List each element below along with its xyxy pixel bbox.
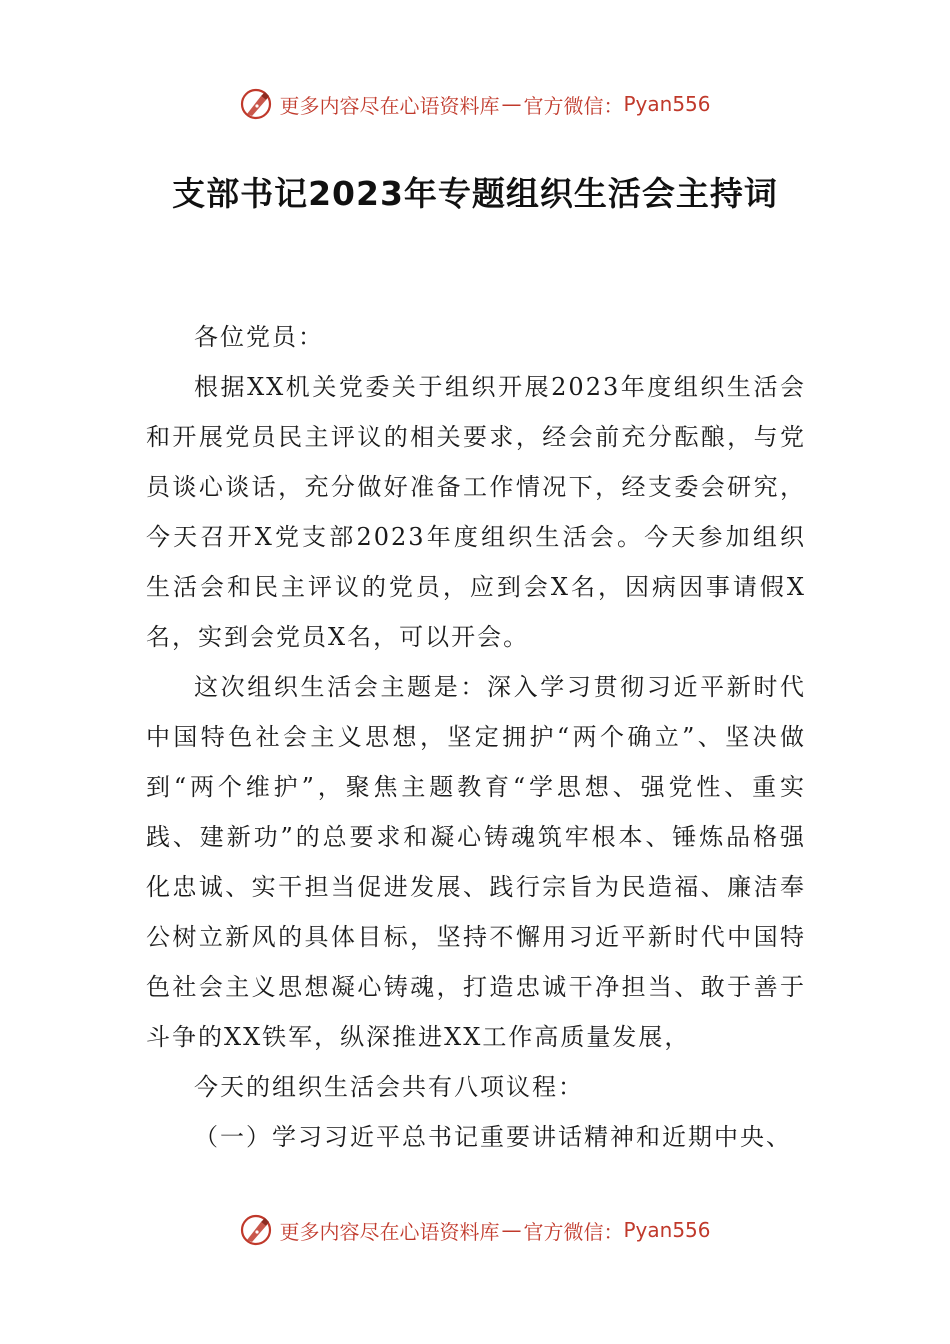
watermark-wechat-id: Pyan556: [623, 92, 711, 116]
header-watermark: [0, 84, 950, 124]
footer-watermark: [0, 1210, 950, 1250]
agenda-item-paragraph: （一）学习习近平总书记重要讲话精神和近期中央、: [194, 1123, 792, 1151]
pen-nib-logo-icon: [239, 86, 275, 122]
salutation-paragraph: 各位党员：: [194, 323, 324, 351]
watermark-site-name: 更多内容尽在心语资料库: [279, 1219, 500, 1244]
body-paragraph: 这次组织生活会主题是：深入学习贯彻习近平新时代中国特色社会主义思想，坚定拥护“两个确立”、坚决做到“两个维护”，聚焦主题教育“学思想、强党性、重实践、建新功”的总要求和凝心铸魂筑牢根本、锤炼品格强化忠诚、实干担当促进发展、践行宗旨为民造福、廉洁奉公树立新风的具体目标，坚持不懈用习近平新时代中国特色社会主义思想凝心铸魂，打造忠诚干净担当、敢于善于斗争的XX铁军，纵深推进XX工作高质量发展，: [146, 673, 806, 1051]
document-body: [146, 312, 806, 1162]
document-title: 支部书记2023年专题组织生活会主持词: [172, 174, 778, 213]
pen-nib-logo-icon: [239, 1212, 275, 1248]
watermark-separator: —: [501, 1218, 522, 1242]
body-paragraph: 根据XX机关党委关于组织开展2023年度组织生活会和开展党员民主评议的相关要求，经会前充分酝酿，与党员谈心谈话，充分做好准备工作情况下，经支委会研究，今天召开X党支部2023年度组织生活会。今天参加组织生活会和民主评议的党员，应到会X名，因病因事请假X名，实到会党员X名，可以开会。: [146, 373, 806, 651]
body-paragraph: 今天的组织生活会共有八项议程：: [194, 1073, 584, 1101]
watermark-wechat-id: Pyan556: [623, 1218, 711, 1242]
watermark-wechat-label: 官方微信：: [523, 1219, 624, 1244]
watermark-site-name: 更多内容尽在心语资料库: [279, 93, 500, 118]
watermark-separator: —: [501, 92, 522, 116]
watermark-wechat-label: 官方微信：: [523, 93, 624, 118]
